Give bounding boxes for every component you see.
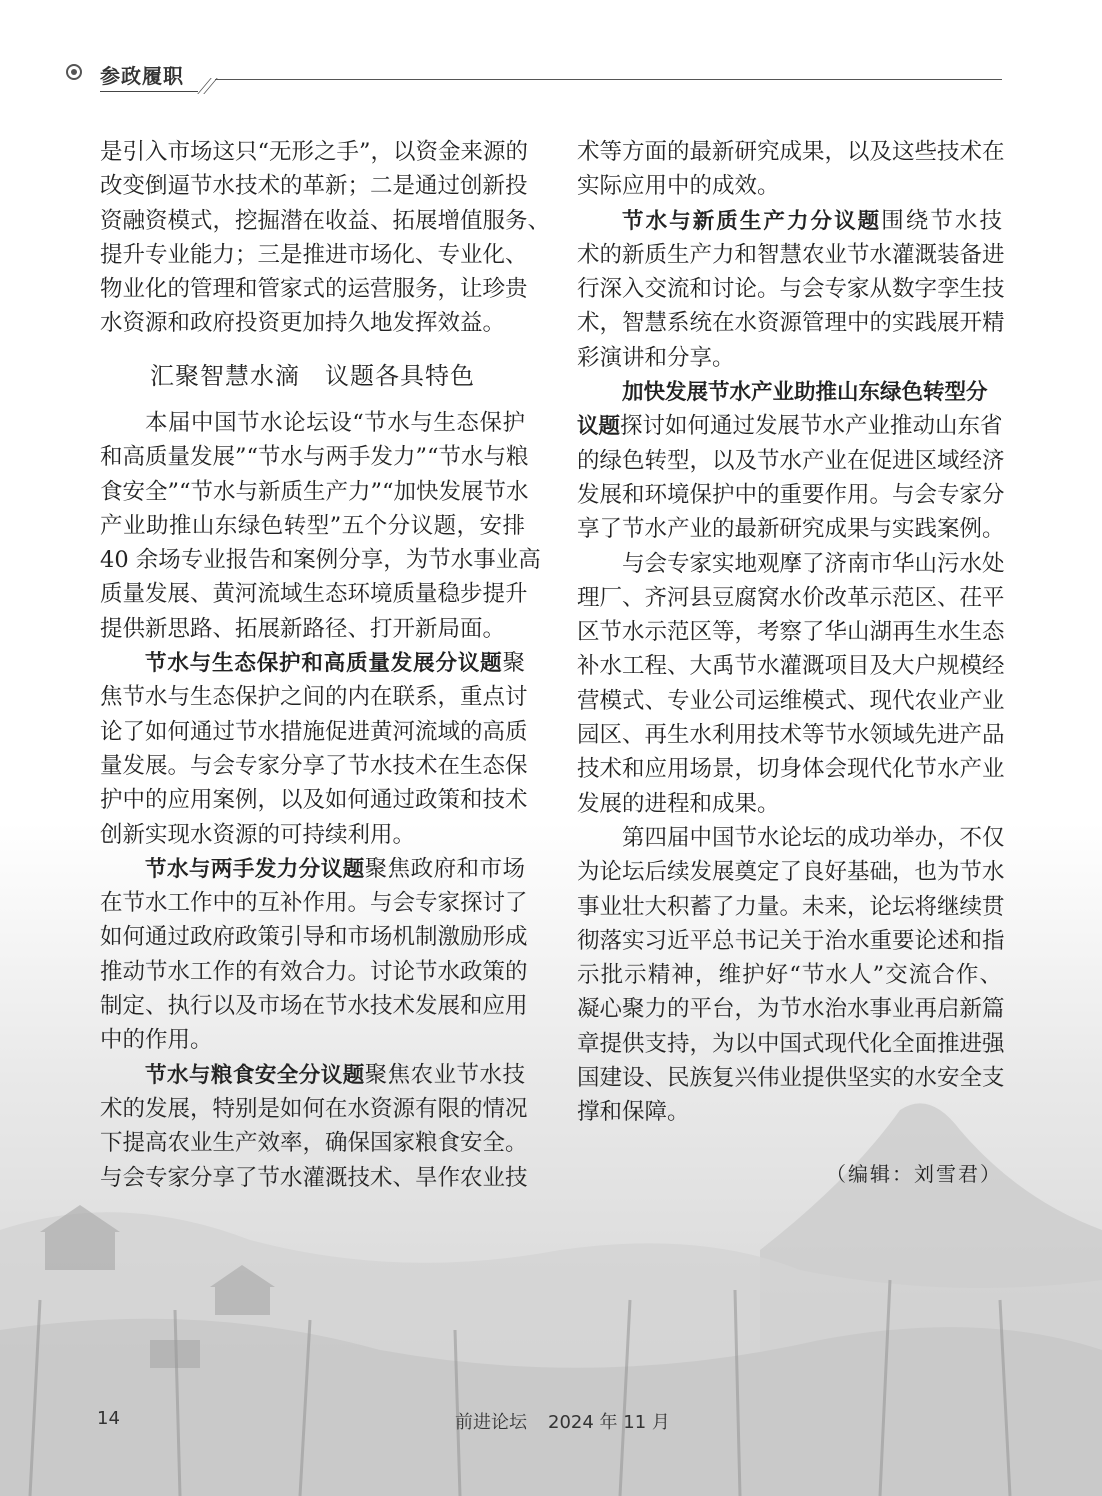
line-text: 技术和应用场景，切身体会现代化节水产业 bbox=[577, 756, 1005, 783]
line-text: 量发展。与会专家分享了节水技术在生态保 bbox=[100, 752, 528, 779]
text-line bbox=[577, 787, 1002, 821]
text-line bbox=[577, 272, 1005, 306]
line-text: 发展的进程和成果。 bbox=[577, 790, 780, 817]
line-text: 的绿色转型，以及节水产业在促进区域经济 bbox=[577, 447, 1005, 474]
text-line bbox=[577, 649, 1005, 683]
line-text: 与会专家实地观摩了济南市华山污水处 bbox=[622, 550, 1005, 577]
line-text: 制定、执行以及市场在节水技术发展和应用 bbox=[100, 993, 528, 1020]
section-title-underline bbox=[100, 91, 198, 92]
text-line bbox=[100, 204, 551, 238]
text-line bbox=[577, 444, 1005, 478]
line-text: 实际应用中的成效。 bbox=[577, 173, 780, 200]
line-text: 为论坛后续发展奠定了良好基础，也为节水 bbox=[577, 859, 1005, 886]
subtopic-title: 节水与两手发力分议题 bbox=[145, 856, 365, 882]
line-text: 第四届中国节水论坛的成功举办，不仅 bbox=[622, 824, 1005, 851]
line-text: 资融资模式，挖掘潜在收益、拓展增值服务、 bbox=[100, 207, 551, 234]
subtopic-title: 节水与生态保护和高质量发展分议题 bbox=[145, 651, 503, 677]
line-text: 示批示精神，维护好“节水人”交流合作、 bbox=[577, 962, 1002, 989]
section-bullet-icon bbox=[66, 64, 82, 80]
line-text: 论了如何通过节水措施促进黄河流域的高质 bbox=[100, 718, 528, 745]
text-line bbox=[100, 680, 528, 714]
line-text: 改变倒逼节水技术的革新；二是通过创新投 bbox=[100, 173, 528, 200]
text-line bbox=[100, 852, 525, 886]
text-line bbox=[100, 169, 528, 203]
text-line bbox=[577, 135, 1005, 169]
text-line bbox=[100, 1058, 525, 1092]
line-text: 撑和保障。 bbox=[577, 1099, 690, 1126]
header-rule bbox=[215, 79, 1002, 80]
line-text: 术，智慧系统在水资源管理中的实践展开精 bbox=[577, 310, 1005, 337]
article-subheading: 汇聚智慧水滴 议题各具特色 bbox=[150, 362, 475, 390]
editor-credit: （编辑：刘雪君） bbox=[826, 1162, 1002, 1186]
line-text: 彩演讲和分享。 bbox=[577, 344, 735, 371]
line-text: 护中的应用案例，以及如何通过政策和技术 bbox=[100, 787, 528, 814]
line-text: 补水工程、大禹节水灌溉项目及大户规模经 bbox=[577, 653, 1005, 680]
text-line bbox=[577, 1095, 1002, 1129]
text-line bbox=[100, 646, 525, 680]
text-line bbox=[577, 958, 1002, 992]
line-text: 在节水工作中的互补作用。与会专家探讨了 bbox=[100, 890, 528, 917]
text-line bbox=[100, 715, 528, 749]
line-text: 是引入市场这只“无形之手”，以资金来源的 bbox=[100, 139, 529, 165]
text-line bbox=[100, 306, 525, 340]
text-line bbox=[577, 718, 1005, 752]
text-line bbox=[100, 1092, 528, 1126]
text-line bbox=[100, 238, 528, 272]
line-text: 事业壮大积蓄了力量。未来，论坛将继续贯 bbox=[577, 893, 1005, 920]
text-line bbox=[577, 512, 1005, 546]
line-text: 中的作用。 bbox=[100, 1027, 213, 1054]
line-text: 营模式、专业公司运维模式、现代农业产业 bbox=[577, 687, 1005, 714]
text-line bbox=[100, 1161, 528, 1195]
line-text: 发展和环境保护中的重要作用。与会专家分 bbox=[577, 481, 1005, 508]
text-line bbox=[100, 440, 529, 474]
subtopic-title: 节水与新质生产力分议题 bbox=[622, 208, 882, 234]
line-text: 物业化的管理和管家式的运营服务，让珍贵 bbox=[100, 276, 528, 303]
text-line bbox=[577, 890, 1005, 924]
text-line bbox=[100, 749, 528, 783]
magazine-name: 前进论坛 bbox=[455, 1412, 527, 1433]
text-line bbox=[577, 341, 1002, 375]
line-text: 本届中国节水论坛设“节水与生态保护 bbox=[145, 410, 525, 436]
line-text: 术的发展，特别是如何在水资源有限的情况 bbox=[100, 1095, 528, 1122]
text-line bbox=[577, 615, 1005, 649]
issue-date: 2024 年 11 月 bbox=[548, 1412, 670, 1433]
text-line bbox=[100, 406, 525, 440]
text-line bbox=[100, 272, 528, 306]
line-text: 和高质量发展”“节水与两手发力”“节水与粮 bbox=[100, 444, 529, 471]
text-line bbox=[100, 1126, 528, 1160]
line-text: 聚焦农业节水技 bbox=[364, 1061, 525, 1088]
line-text: 国建设、民族复兴伟业提供坚实的水安全支 bbox=[577, 1065, 1005, 1092]
line-text: 食安全”“节水与新质生产力”“加快发展节水 bbox=[100, 478, 529, 505]
line-text: 产业助推山东绿色转型”五个分议题，安排 bbox=[100, 512, 525, 539]
text-line bbox=[100, 920, 528, 954]
subtopic-title: 节水与粮食安全分议题 bbox=[145, 1062, 365, 1088]
line-text: 如何通过政府政策引导和市场机制激励形成 bbox=[100, 924, 528, 951]
text-line bbox=[577, 306, 1005, 340]
left-column-body bbox=[100, 406, 541, 1195]
text-line bbox=[100, 612, 525, 646]
text-line bbox=[577, 478, 1005, 512]
text-line bbox=[577, 821, 1005, 855]
text-line bbox=[577, 1061, 1005, 1095]
text-line bbox=[577, 238, 1005, 272]
text-line bbox=[577, 375, 1002, 409]
text-line bbox=[577, 992, 1005, 1026]
line-text: 凝心聚力的平台，为节水治水事业再启新篇 bbox=[577, 996, 1005, 1023]
line-text: 行深入交流和讨论。与会专家从数字孪生技 bbox=[577, 276, 1005, 303]
text-line bbox=[577, 581, 1005, 615]
line-text: 焦节水与生态保护之间的内在联系，重点讨 bbox=[100, 684, 528, 711]
text-line bbox=[100, 577, 528, 611]
line-text: 园区、再生水利用技术等节水领域先进产品 bbox=[577, 722, 1005, 749]
line-text: 围绕节水技 bbox=[881, 207, 1002, 234]
text-line bbox=[100, 783, 528, 817]
line-text: 章提供支持，为以中国式现代化全面推进强 bbox=[577, 1030, 1005, 1057]
text-line bbox=[577, 924, 1005, 958]
text-line bbox=[577, 855, 1005, 889]
text-line bbox=[577, 547, 1005, 581]
page-number: 14 bbox=[97, 1408, 120, 1429]
text-line bbox=[100, 543, 541, 577]
line-text: 提升专业能力；三是推进市场化、专业化、 bbox=[100, 241, 528, 268]
text-line bbox=[577, 752, 1005, 786]
line-text: 理厂、齐河县豆腐窝水价改革示范区、茌平 bbox=[577, 584, 1005, 611]
line-text: 下提高农业生产效率，确保国家粮食安全。 bbox=[100, 1130, 528, 1157]
text-line bbox=[577, 204, 1002, 238]
text-line bbox=[577, 684, 1005, 718]
text-line bbox=[100, 509, 525, 543]
text-line bbox=[577, 169, 1002, 203]
line-text: 聚焦政府和市场 bbox=[364, 855, 525, 882]
line-text: 聚 bbox=[502, 650, 525, 677]
section-title: 参政履职 bbox=[100, 64, 184, 88]
text-line bbox=[100, 135, 529, 169]
line-text: 与会专家分享了节水灌溉技术、旱作农业技 bbox=[100, 1164, 528, 1191]
line-text: 水资源和政府投资更加持久地发挥效益。 bbox=[100, 310, 506, 337]
line-text: 推动节水工作的有效合力。讨论节水政策的 bbox=[100, 958, 528, 985]
text-line bbox=[577, 1027, 1005, 1061]
text-line bbox=[577, 409, 1002, 443]
line-text: 质量发展、黄河流域生态环境质量稳步提升 bbox=[100, 581, 528, 608]
line-text: 术的新质生产力和智慧农业节水灌溉装备进 bbox=[577, 241, 1005, 268]
line-text: 彻落实习近平总书记关于治水重要论述和指 bbox=[577, 927, 1005, 954]
text-line bbox=[100, 955, 528, 989]
line-text: 40 余场专业报告和案例分享，为节水事业高 bbox=[100, 547, 541, 574]
left-column-intro bbox=[100, 135, 551, 341]
line-text: 创新实现水资源的可持续利用。 bbox=[100, 821, 416, 848]
subtopic-title: 加快发展节水产业助推山东绿色转型分 bbox=[622, 380, 988, 406]
line-text: 提供新思路、拓展新路径、打开新局面。 bbox=[100, 615, 506, 642]
right-column-body bbox=[577, 135, 1005, 1130]
text-line bbox=[100, 818, 525, 852]
text-line bbox=[100, 989, 528, 1023]
line-text: 享了节水产业的最新研究成果与实践案例。 bbox=[577, 516, 1005, 543]
text-line bbox=[100, 475, 529, 509]
line-text: 探讨如何通过发展节水产业推动山东省 bbox=[620, 413, 1003, 440]
text-line bbox=[100, 1023, 525, 1057]
subtopic-title: 议题 bbox=[577, 414, 621, 440]
text-line bbox=[100, 886, 528, 920]
line-text: 术等方面的最新研究成果，以及这些技术在 bbox=[577, 139, 1005, 165]
line-text: 区节水示范区等，考察了华山湖再生水生态 bbox=[577, 619, 1005, 646]
